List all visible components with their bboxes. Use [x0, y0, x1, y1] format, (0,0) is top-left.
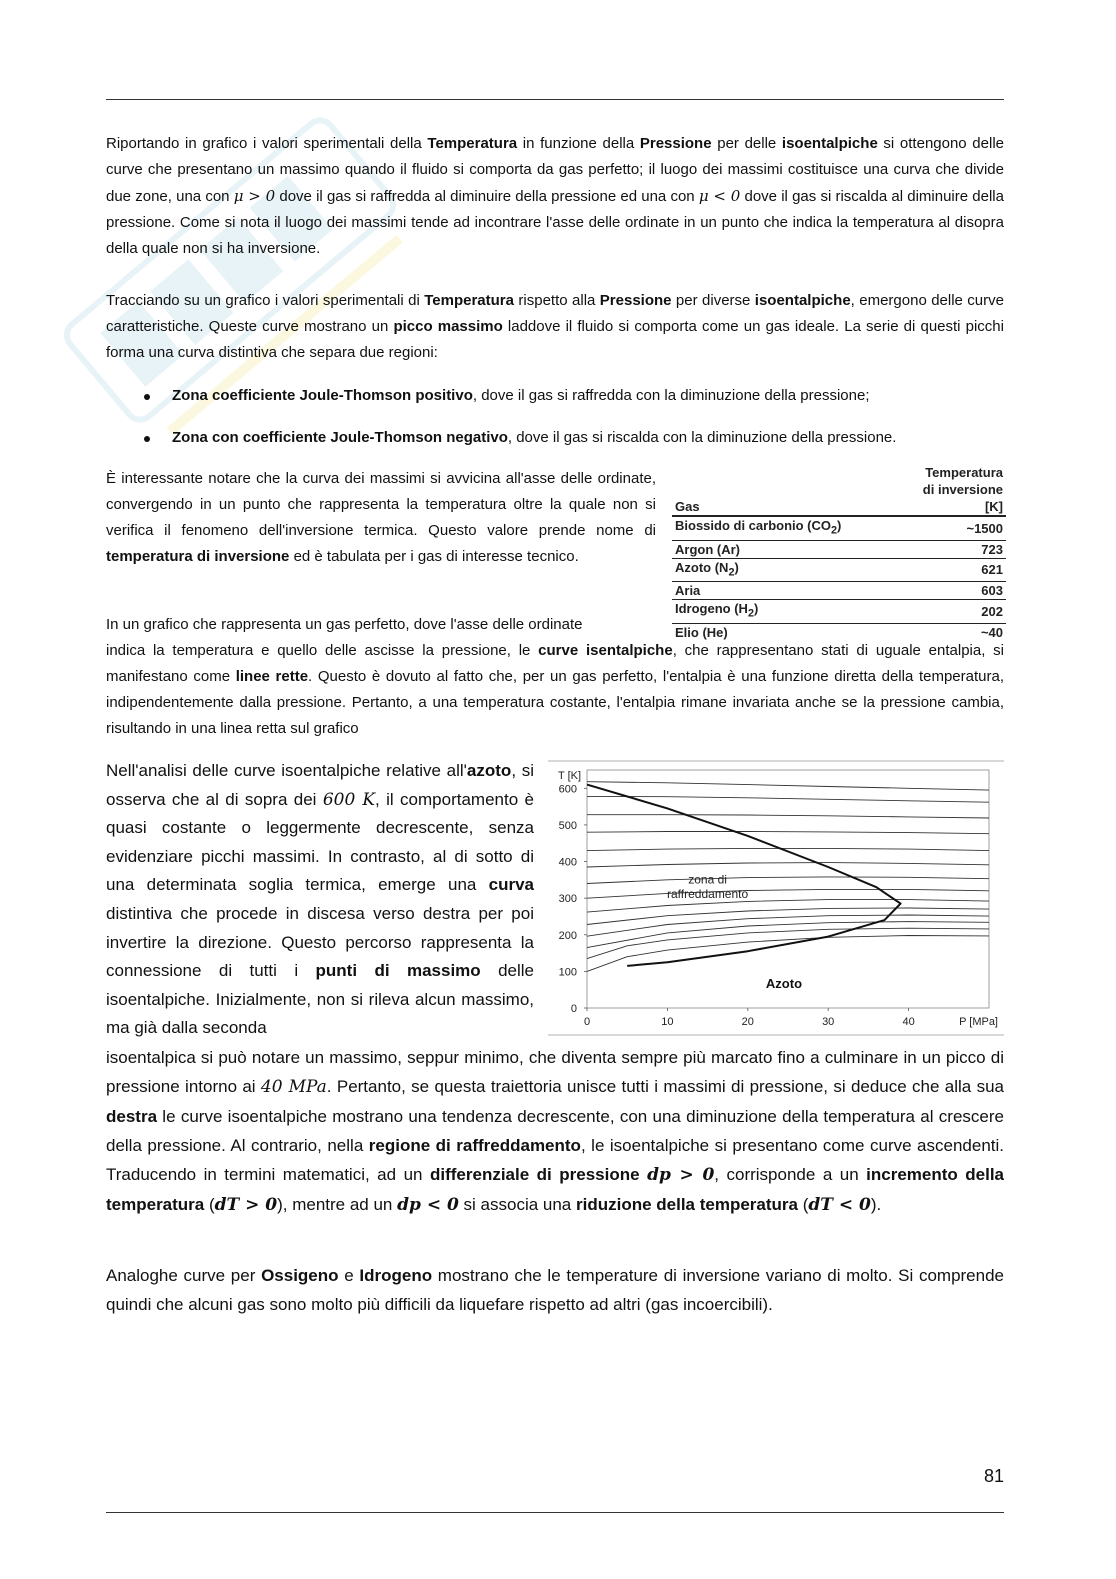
- annotation-label: raffreddamento: [667, 887, 749, 902]
- x-tick-label: 10: [661, 1016, 674, 1028]
- table-row: Azoto $(N_2)$ 621: [672, 558, 1006, 582]
- isenthalp-line: [587, 815, 989, 818]
- y-tick-label: 100: [558, 966, 577, 979]
- y-tick-label: 600: [558, 783, 577, 796]
- bullet-dot-icon: [144, 436, 150, 442]
- isenthalp-line: [587, 848, 989, 850]
- inversion-temperature-table: [672, 464, 1006, 641]
- paragraph-3: È interessante notare che la curva dei massimi si avvicina all'asse delle ordinate, convergendo in un punto che rappresenta la temperatura oltre la quale non si verifica il fenomeno dell'inversione termica. Questo valore prende nome di temperatura di inversione ed è tabulata per i gas di interesse tecnico.: [106, 470, 656, 565]
- table-header-gas: Gas: [672, 464, 895, 516]
- footer-rule: [106, 1512, 1004, 1513]
- page-number: 81: [983, 1466, 1004, 1486]
- paragraph-5-full: isoentalpica si può notare un massimo, seppur minimo, che diventa sempre più marcato fino a culminare in un picco di pressione intorno ai 40 MPa. Pertanto, se questa traiettoria unisce tutti i massimi di pressione, si deduce che alla sua destra le curve isoentalpiche mostrano una tendenza decrescente, con una diminuzione della temperatura al crescere della pressione. Al contrario, nella regione di raffreddamento, le isoentalpiche si presentano come curve ascendenti. Traducendo in termini matematici, ad un differenziale di pressione dp > 0, corrisponde a un incremento della temperatura (dT > 0), mentre ad un dp < 0 si associa una riduzione della temperatura (dT < 0).: [106, 1048, 1005, 1215]
- paragraph-5-side: Nell'analisi delle curve isoentalpiche relative all'azoto, si osserva che al di sopra dei 600 K, il comportamento è quasi costante o leggermente decrescente, senza evidenziare picchi massimi. In contrasto, al di sotto di una determinata soglia termica, emerge una curva distintiva che procede in discesa verso destra per poi invertire la direzione. Questo percorso rappresenta la connessione di tutti i punti di massimo delle isoentalpiche. Inizialmente, non si rileva alcun massimo, ma già dalla seconda: [106, 761, 535, 1038]
- x-axis-label: P [MPa]: [959, 1016, 998, 1028]
- y-axis-label: T [K]: [558, 770, 582, 782]
- y-tick-label: 200: [558, 929, 577, 942]
- bullet-item: Zona con coefficiente Joule-Thomson negativo, dove il gas si riscalda con la diminuzione della pressione.: [106, 425, 1004, 467]
- bullet-dot-icon: [144, 394, 150, 400]
- paragraph-6: Analoghe curve per Ossigeno e Idrogeno mostrano che le temperature di inversione variano di molto. Si comprende quindi che alcuni gas sono molto più difficili da liquefare rispetto ad altri (gas incoercibili).: [106, 1266, 1004, 1314]
- paragraph-1: Riportando in grafico i valori sperimentali della Temperatura in funzione della Pressione per delle isoentalpiche si ottengono delle curve che presentano un massimo quando il fluido si comporta da gas perfetto; il luogo dei massimi costituisce una curva che divide due zone, una con μ > 0 dove il gas si raffredda al diminuire della pressione ed una con μ < 0 dove il gas si riscalda al diminuire della pressione. Come si nota il luogo dei massimi tende ad incontrare l'asse delle ordinate in un punto che indica la temperatura al disopra della quale non si ha inversione.: [106, 135, 1004, 257]
- isenthalp-line: [587, 936, 989, 972]
- isenthalp-line: [587, 782, 989, 790]
- isenthalp-line: [587, 796, 989, 802]
- y-tick-label: 500: [558, 819, 577, 832]
- chart-title: Azoto: [765, 975, 803, 991]
- header-rule: [106, 99, 1004, 100]
- table-row: Aria 603: [672, 582, 1006, 600]
- table-row: Idrogeno $(H_2)$ 202: [672, 600, 1006, 624]
- paragraph-2: Tracciando su un grafico i valori sperimentali di Temperatura rispetto alla Pressione per diverse isoentalpiche, emergono delle curve caratteristiche. Queste curve mostrano un picco massimo laddove il fluido si comporta come un gas ideale. La serie di questi picchi forma una curva distintiva che separa due regioni:: [106, 292, 1004, 361]
- table-row: Elio (He) ~40: [675, 624, 1003, 640]
- x-tick-label: 40: [902, 1016, 915, 1028]
- isenthalp-line: [587, 877, 989, 884]
- plot-frame: [587, 770, 989, 1008]
- annotation-label: zona di: [688, 872, 727, 887]
- isenthalp-line: [587, 863, 989, 867]
- isenthalp-line: [587, 889, 989, 898]
- x-tick-label: 30: [822, 1016, 835, 1028]
- x-tick-label: 20: [741, 1016, 754, 1028]
- azoto-isenthalp-chart: [548, 760, 1004, 1036]
- y-tick-label: 300: [558, 893, 577, 906]
- paragraph-4: indica la temperatura e quello delle ascisse la pressione, le curve isentalpiche, che rappresentano stati di uguale entalpia, si manifestano come linee rette. Questo è dovuto al fatto che, per un gas perfetto, l'entalpia è una funzione diretta della temperatura, indipendentemente dalla pressione. Pertanto, a una temperatura costante, l'entalpia rimane invariata anche se la pressione cambia, risultando in una linea retta sul grafico: [106, 642, 1004, 737]
- isenthalp-line: [587, 832, 989, 834]
- y-tick-label: 0: [570, 1003, 577, 1015]
- table-row: Biossido di carbonio $(CO_2)$ ~1500: [672, 516, 1006, 540]
- bullet-list: [106, 383, 1004, 467]
- isenthalp-line: [587, 900, 989, 913]
- bullet-item: Zona coefficiente Joule-Thomson positivo, dove il gas si raffredda con la diminuzione della pressione;: [106, 383, 1004, 425]
- paragraph-4-line-1: In un grafico che rappresenta un gas perfetto, dove l'asse delle ordinate: [106, 616, 583, 633]
- table-row: Argon (Ar) 723: [672, 540, 1006, 558]
- x-tick-label: 0: [583, 1016, 591, 1028]
- table-header-temperature: Temperatura di inversione [K]: [895, 464, 1006, 516]
- y-tick-label: 400: [558, 856, 577, 869]
